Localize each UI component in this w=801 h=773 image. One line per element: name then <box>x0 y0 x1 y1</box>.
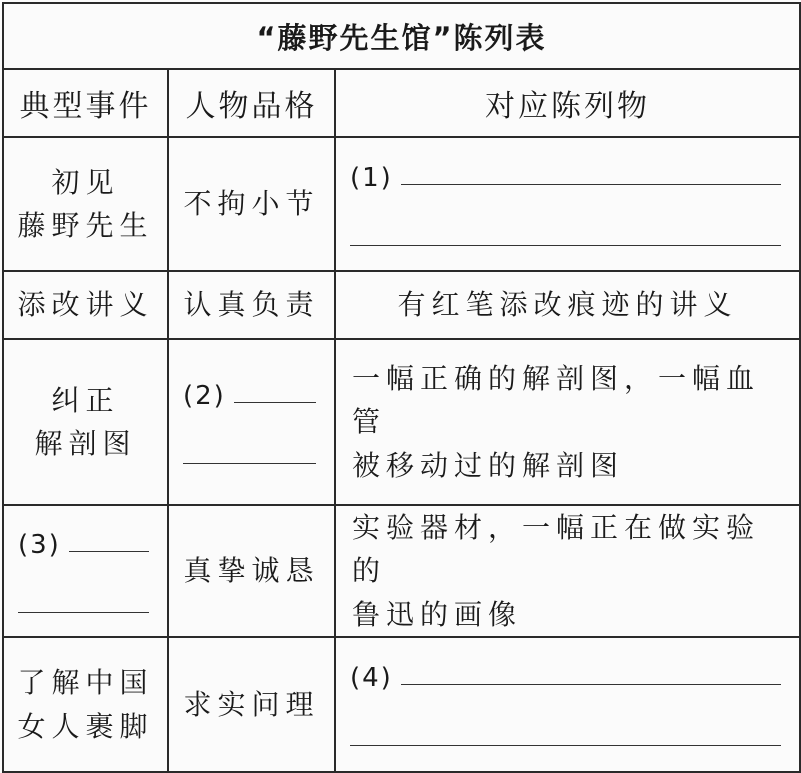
event-cell <box>3 137 168 271</box>
event-line: 初见 <box>51 165 120 199</box>
answer-blank-2[interactable] <box>183 381 316 411</box>
event-cell <box>3 637 168 772</box>
exhibit-blank-cell[interactable] <box>335 637 800 772</box>
table-row <box>3 339 800 505</box>
answer-line[interactable] <box>401 684 781 685</box>
answer-line[interactable] <box>350 745 781 746</box>
exhibit-line: 被移动过的解剖图 <box>352 448 625 482</box>
header-quality: 人物品格 <box>168 69 335 137</box>
quality-cell: 认真负责 <box>168 271 335 339</box>
quality-blank-cell[interactable] <box>168 339 335 505</box>
answer-blank-4[interactable] <box>350 663 781 693</box>
table-row <box>3 271 800 339</box>
answer-line[interactable] <box>69 551 149 552</box>
exhibit-blank-cell[interactable] <box>335 137 800 271</box>
event-line: 了解中国 <box>17 666 154 700</box>
answer-blank-1[interactable] <box>350 163 781 193</box>
event-line: 藤野先生 <box>17 209 154 242</box>
answer-line[interactable] <box>401 184 781 185</box>
event-cell <box>3 339 168 505</box>
exhibit-table <box>2 2 801 773</box>
exhibit-line: 鲁迅的画像 <box>352 597 523 631</box>
quality-cell: 不拘小节 <box>168 137 335 271</box>
exhibit-cell <box>335 505 800 637</box>
answer-line[interactable] <box>18 612 149 613</box>
table-row <box>3 505 800 637</box>
table-title: “藤野先生馆”陈列表 <box>3 3 800 69</box>
event-line: 女人裹脚 <box>17 709 154 743</box>
exhibit-cell <box>335 339 800 505</box>
title-row <box>3 3 800 69</box>
header-event: 典型事件 <box>3 69 168 137</box>
answer-blank-3[interactable] <box>18 530 149 560</box>
header-row <box>3 69 800 137</box>
event-cell: 添改讲义 <box>3 271 168 339</box>
table-row <box>3 137 800 271</box>
event-line: 解剖图 <box>34 427 137 460</box>
blank-number: (2) <box>183 380 226 411</box>
blank-number: (1) <box>350 162 393 193</box>
event-line: 纠正 <box>51 383 120 417</box>
header-exhibit: 对应陈列物 <box>335 69 800 137</box>
blank-number: (4) <box>350 663 393 694</box>
quality-cell: 求实问理 <box>168 637 335 772</box>
quality-cell: 真挚诚恳 <box>168 505 335 637</box>
exhibit-line: 实验器材，一幅正在做实验的 <box>352 511 761 588</box>
table-row <box>3 637 800 772</box>
answer-line[interactable] <box>234 402 316 403</box>
exhibit-line: 一幅正确的解剖图，一幅血管 <box>352 361 761 439</box>
answer-line[interactable] <box>183 463 316 464</box>
exhibit-cell: 有红笔添改痕迹的讲义 <box>335 271 800 339</box>
event-blank-cell[interactable] <box>3 505 168 637</box>
blank-number: (3) <box>18 529 61 560</box>
answer-line[interactable] <box>350 245 781 246</box>
